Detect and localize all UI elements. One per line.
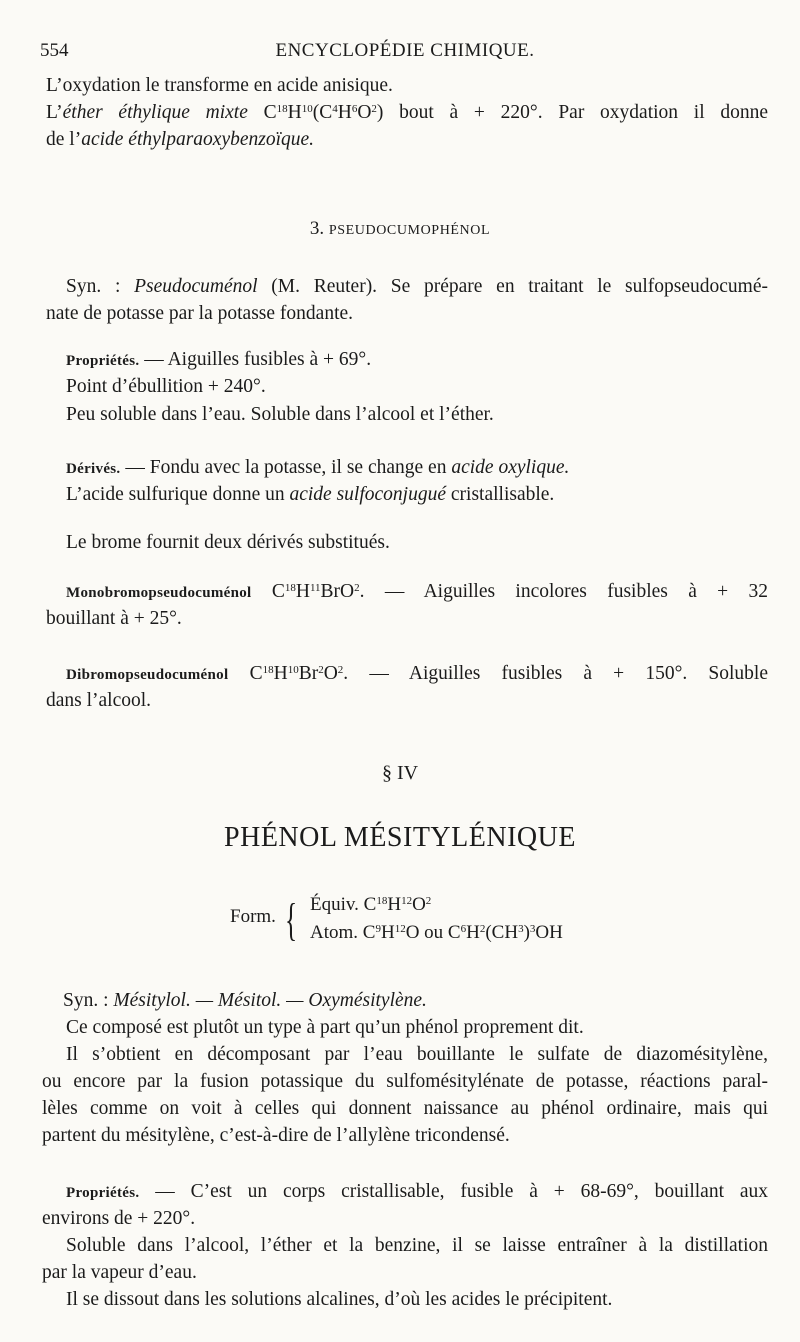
page-number: 554 — [40, 40, 69, 61]
synonym-line: Syn. : Pseudocuménol (M. Reuter). Se prépare en traitant le sulfopseudocumé- — [66, 276, 768, 297]
synonym-line: Syn. : Mésitylol. — Mésitol. — Oxymésitylène. — [63, 990, 427, 1011]
text-line: nate de potasse par la potasse fondante. — [46, 303, 354, 324]
page-header — [40, 40, 770, 66]
section-heading: 3. PSEUDOCUMOPHÉNOL — [309, 218, 491, 239]
text-line: dans l’alcool. — [46, 690, 152, 711]
text-line: ou encore par la fusion potassique du sulfomésitylénate de potasse, réactions paral- — [42, 1071, 768, 1092]
monobromo-line: Monobromopseudocuménol $C^{18}H^{11}BrO^2$. — Aiguilles incolores fusibles à + 32 — [66, 581, 768, 602]
atom-formula: Atom. $C^9H^{12}O$ ou $C^6H^2(CH^3)^3OH$ — [310, 922, 563, 943]
text-line: Ce composé est plutôt un type à part qu’un phénol proprement dit. — [66, 1017, 584, 1038]
text-line: bouillant à + 25°. — [46, 608, 182, 629]
equiv-formula: Équiv. $C^{18}H^{12}O^2$ — [310, 894, 432, 915]
properties-line: Propriétés. — Aiguilles fusibles à + 69°. — [66, 349, 372, 370]
text-line: Le brome fournit deux dérivés substitués. — [66, 532, 390, 553]
text-line: environs de + 220°. — [42, 1208, 196, 1229]
text-line: Point d’ébullition + 240°. — [66, 376, 266, 397]
text-line: lèles comme on voit à celles qui donnent naissance au phénol ordinaire, mais qui — [42, 1098, 768, 1119]
text-line: partent du mésitylène, c’est-à-dire de l’allylène tricondensé. — [42, 1125, 510, 1146]
ether-line: L’éther éthylique mixte $C^{18}H^{10}(C^4H^6O^2)$ bout à + 220°. Par oxydation il donne — [46, 102, 769, 123]
text-line: Soluble dans l’alcool, l’éther et la benzine, il se laisse entraîner à la distillation — [66, 1235, 768, 1256]
formula-block — [230, 894, 650, 954]
paragraph-number: § IV — [381, 762, 419, 784]
text-line: L’oxydation le transforme en acide anisique. — [46, 75, 393, 96]
dibromo-line: Dibromopseudocuménol $C^{18}H^{10}Br^2O^2$. — Aiguilles fusibles à + 150°. Soluble — [66, 663, 768, 684]
text-line: Il se dissout dans les solutions alcalines, d’où les acides le précipitent. — [66, 1289, 613, 1310]
properties-line: Propriétés. — C’est un corps cristallisable, fusible à + 68-69°, bouillant aux — [66, 1181, 768, 1202]
text-line: de l’acide éthylparaoxybenzoïque. — [46, 129, 315, 150]
running-title: ENCYCLOPÉDIE CHIMIQUE. — [275, 40, 535, 61]
text-line: Il s’obtient en décomposant par l’eau bouillante le sulfate de diazomésitylène, — [66, 1044, 768, 1065]
section-title: PHÉNOL MÉSITYLÉNIQUE — [224, 822, 576, 853]
brace-icon: { — [285, 894, 298, 945]
formula-label: Form. — [230, 906, 276, 927]
text-line: par la vapeur d’eau. — [42, 1262, 197, 1283]
derivatives-line: Dérivés. — Fondu avec la potasse, il se change en acide oxylique. — [66, 457, 570, 478]
text-line: L’acide sulfurique donne un acide sulfoconjugué cristallisable. — [66, 484, 555, 505]
text-line: Peu soluble dans l’eau. Soluble dans l’alcool et l’éther. — [66, 404, 494, 425]
